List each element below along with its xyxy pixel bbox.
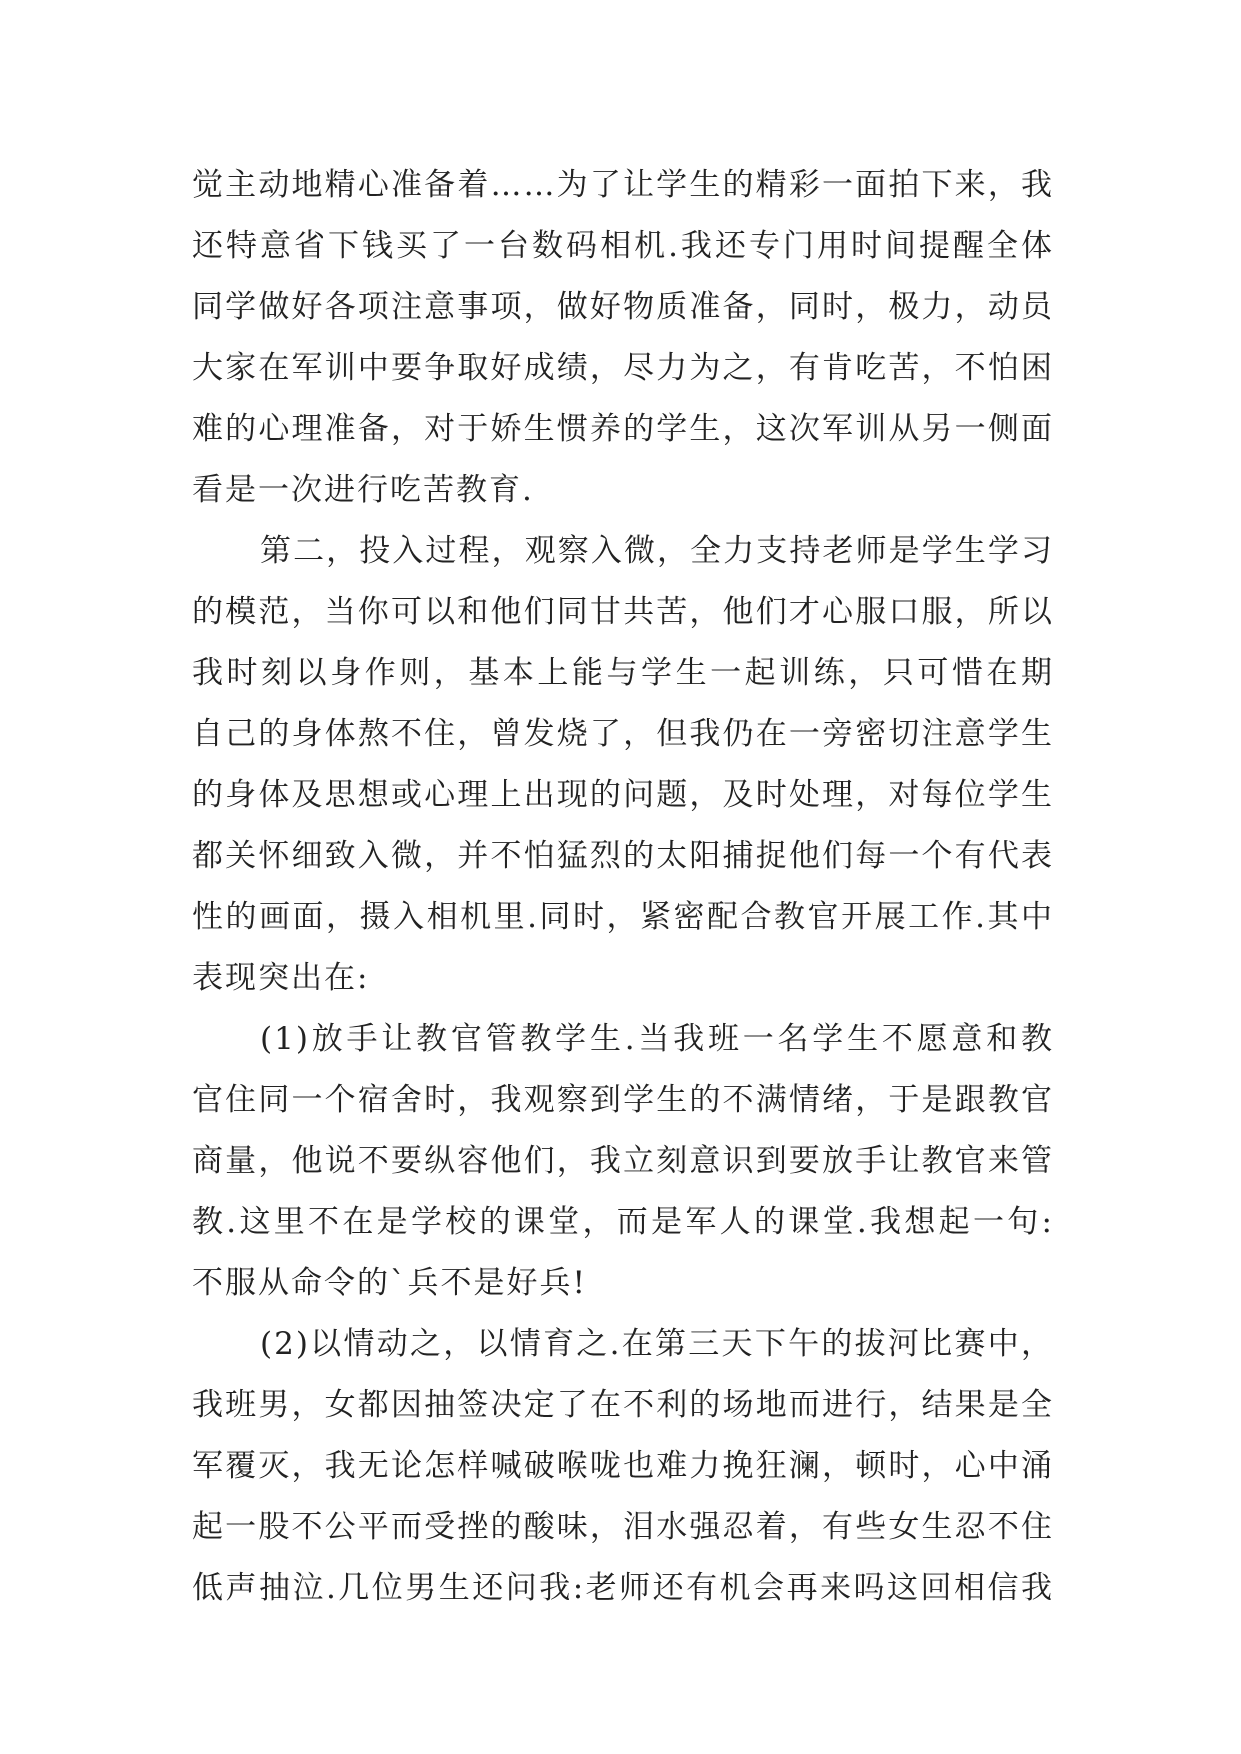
text-line: 军覆灭，我无论怎样喊破喉咙也难力挽狂澜，顿时，心中涌 bbox=[192, 1448, 1054, 1484]
text-line: 性的画面，摄入相机里.同时，紧密配合教官开展工作.其中 bbox=[192, 899, 1054, 935]
text-line: 自己的身体熬不住，曾发烧了，但我仍在一旁密切注意学生 bbox=[192, 716, 1054, 752]
paragraph bbox=[192, 1009, 1054, 1314]
text-line: 第二，投入过程，观察入微，全力支持老师是学生学习 bbox=[260, 533, 1054, 569]
text-line: 起一股不公平而受挫的酸味，泪水强忍着，有些女生忍不住 bbox=[192, 1509, 1054, 1545]
text-line: 都关怀细致入微，并不怕猛烈的太阳捕捉他们每一个有代表 bbox=[192, 838, 1054, 874]
text-line: 还特意省下钱买了一台数码相机.我还专门用时间提醒全体 bbox=[192, 228, 1054, 264]
text-line: 难的心理准备，对于娇生惯养的学生，这次军训从另一侧面 bbox=[192, 411, 1054, 447]
text-line: 商量，他说不要纵容他们，我立刻意识到要放手让教官来管 bbox=[192, 1143, 1054, 1179]
text-line: 官住同一个宿舍时，我观察到学生的不满情绪，于是跟教官 bbox=[192, 1082, 1054, 1118]
text-line: 看是一次进行吃苦教育. bbox=[192, 472, 534, 508]
text-line: 表现突出在: bbox=[192, 960, 370, 996]
text-line: 不服从命令的`兵不是好兵! bbox=[192, 1265, 587, 1301]
text-line: 我班男，女都因抽签决定了在不利的场地而进行，结果是全 bbox=[192, 1387, 1054, 1423]
text-line: 的身体及思想或心理上出现的问题，及时处理，对每位学生 bbox=[192, 777, 1054, 813]
paragraph bbox=[192, 1314, 1054, 1619]
text-line: 我时刻以身作则，基本上能与学生一起训练，只可惜在期 bbox=[192, 655, 1054, 691]
text-line: 同学做好各项注意事项，做好物质准备，同时，极力，动员 bbox=[192, 289, 1054, 325]
paragraph bbox=[192, 521, 1054, 1009]
text-line: 的模范，当你可以和他们同甘共苦，他们才心服口服，所以 bbox=[192, 594, 1054, 630]
text-line: (1)放手让教官管教学生.当我班一名学生不愿意和教 bbox=[260, 1021, 1054, 1057]
paragraph bbox=[192, 155, 1054, 521]
text-line: 大家在军训中要争取好成绩，尽力为之，有肯吃苦，不怕困 bbox=[192, 350, 1054, 386]
body-text bbox=[192, 155, 1054, 1619]
text-line: 觉主动地精心准备着……为了让学生的精彩一面拍下来，我 bbox=[192, 167, 1054, 203]
text-line: (2)以情动之，以情育之.在第三天下午的拔河比赛中， bbox=[260, 1326, 1054, 1362]
text-line: 低声抽泣.几位男生还问我:老师还有机会再来吗这回相信我 bbox=[192, 1570, 1054, 1606]
text-line: 教.这里不在是学校的课堂，而是军人的课堂.我想起一句: bbox=[192, 1204, 1054, 1240]
